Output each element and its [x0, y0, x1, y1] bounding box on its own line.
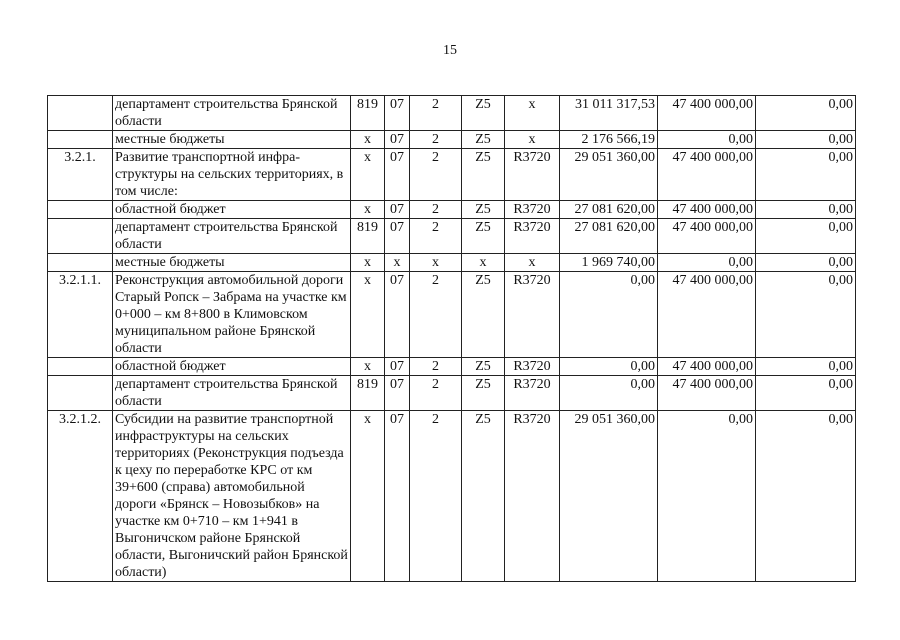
cell-section-code: x	[385, 254, 410, 272]
cell-item-number	[48, 96, 113, 131]
cell-amount-year-3: 0,00	[756, 201, 856, 219]
cell-section-code: 07	[385, 96, 410, 131]
table-row	[48, 96, 856, 131]
cell-amount-year-2: 47 400 000,00	[658, 376, 756, 411]
cell-amount-year-1: 27 081 620,00	[560, 219, 658, 254]
cell-description: Развитие транспортной инфра-структуры на сельских территориях, в том числе:	[113, 149, 351, 201]
cell-amount-year-3: 0,00	[756, 219, 856, 254]
cell-amount-year-3: 0,00	[756, 254, 856, 272]
cell-amount-year-2: 47 400 000,00	[658, 272, 756, 358]
cell-subsection-code: 2	[410, 272, 462, 358]
cell-program-code: Z5	[462, 96, 505, 131]
cell-amount-year-2: 47 400 000,00	[658, 358, 756, 376]
cell-amount-year-2: 47 400 000,00	[658, 96, 756, 131]
cell-direction-code: R3720	[505, 376, 560, 411]
cell-subsection-code: 2	[410, 358, 462, 376]
table-row	[48, 376, 856, 411]
cell-direction-code: R3720	[505, 149, 560, 201]
cell-program-code: Z5	[462, 358, 505, 376]
cell-subsection-code: 2	[410, 149, 462, 201]
table-row	[48, 254, 856, 272]
cell-description: департамент строительства Брянской области	[113, 96, 351, 131]
cell-direction-code: x	[505, 131, 560, 149]
cell-program-code: Z5	[462, 272, 505, 358]
cell-direction-code: R3720	[505, 411, 560, 582]
cell-amount-year-1: 0,00	[560, 272, 658, 358]
cell-grbs-code: 819	[351, 376, 385, 411]
cell-direction-code: R3720	[505, 201, 560, 219]
table-row	[48, 149, 856, 201]
cell-subsection-code: 2	[410, 131, 462, 149]
cell-program-code: x	[462, 254, 505, 272]
cell-amount-year-2: 47 400 000,00	[658, 201, 756, 219]
cell-amount-year-2: 47 400 000,00	[658, 149, 756, 201]
cell-amount-year-2: 47 400 000,00	[658, 219, 756, 254]
cell-amount-year-3: 0,00	[756, 358, 856, 376]
cell-grbs-code: x	[351, 254, 385, 272]
cell-amount-year-2: 0,00	[658, 254, 756, 272]
cell-amount-year-3: 0,00	[756, 96, 856, 131]
table-row	[48, 131, 856, 149]
cell-direction-code: R3720	[505, 272, 560, 358]
table-row	[48, 219, 856, 254]
cell-grbs-code: 819	[351, 219, 385, 254]
table-row	[48, 201, 856, 219]
cell-amount-year-1: 29 051 360,00	[560, 149, 658, 201]
cell-subsection-code: 2	[410, 201, 462, 219]
cell-amount-year-1: 0,00	[560, 376, 658, 411]
cell-subsection-code: 2	[410, 411, 462, 582]
cell-amount-year-3: 0,00	[756, 376, 856, 411]
page-number: 15	[443, 43, 457, 58]
cell-subsection-code: x	[410, 254, 462, 272]
table-row	[48, 358, 856, 376]
cell-subsection-code: 2	[410, 219, 462, 254]
cell-amount-year-1: 27 081 620,00	[560, 201, 658, 219]
budget-table	[47, 95, 856, 582]
cell-amount-year-1: 2 176 566,19	[560, 131, 658, 149]
cell-subsection-code: 2	[410, 96, 462, 131]
cell-section-code: 07	[385, 272, 410, 358]
cell-description: департамент строительства Брянской области	[113, 219, 351, 254]
cell-program-code: Z5	[462, 376, 505, 411]
cell-section-code: 07	[385, 201, 410, 219]
cell-item-number: 3.2.1.2.	[48, 411, 113, 582]
cell-item-number	[48, 254, 113, 272]
cell-grbs-code: x	[351, 411, 385, 582]
cell-direction-code: x	[505, 254, 560, 272]
cell-program-code: Z5	[462, 131, 505, 149]
cell-amount-year-1: 29 051 360,00	[560, 411, 658, 582]
cell-description: областной бюджет	[113, 201, 351, 219]
cell-description: областной бюджет	[113, 358, 351, 376]
cell-description: департамент строительства Брянской области	[113, 376, 351, 411]
cell-grbs-code: x	[351, 149, 385, 201]
cell-section-code: 07	[385, 376, 410, 411]
cell-direction-code: x	[505, 96, 560, 131]
cell-item-number	[48, 376, 113, 411]
cell-section-code: 07	[385, 149, 410, 201]
cell-grbs-code: x	[351, 131, 385, 149]
cell-item-number: 3.2.1.1.	[48, 272, 113, 358]
cell-direction-code: R3720	[505, 219, 560, 254]
cell-description: Реконструкция автомобильной дороги Старый Ропск – Забрама на участке км 0+000 – км 8+800 в Климовском муниципальном районе Брянской области	[113, 272, 351, 358]
cell-item-number	[48, 201, 113, 219]
cell-amount-year-3: 0,00	[756, 411, 856, 582]
cell-item-number	[48, 219, 113, 254]
table-row	[48, 411, 856, 582]
cell-grbs-code: x	[351, 358, 385, 376]
cell-description: местные бюджеты	[113, 131, 351, 149]
cell-section-code: 07	[385, 411, 410, 582]
cell-grbs-code: 819	[351, 96, 385, 131]
cell-section-code: 07	[385, 358, 410, 376]
cell-item-number: 3.2.1.	[48, 149, 113, 201]
cell-subsection-code: 2	[410, 376, 462, 411]
cell-amount-year-1: 1 969 740,00	[560, 254, 658, 272]
cell-program-code: Z5	[462, 149, 505, 201]
cell-amount-year-3: 0,00	[756, 149, 856, 201]
cell-amount-year-2: 0,00	[658, 131, 756, 149]
cell-program-code: Z5	[462, 219, 505, 254]
cell-amount-year-2: 0,00	[658, 411, 756, 582]
cell-program-code: Z5	[462, 201, 505, 219]
cell-section-code: 07	[385, 131, 410, 149]
cell-program-code: Z5	[462, 411, 505, 582]
cell-amount-year-1: 31 011 317,53	[560, 96, 658, 131]
cell-section-code: 07	[385, 219, 410, 254]
table-body	[48, 96, 856, 582]
cell-item-number	[48, 358, 113, 376]
cell-amount-year-3: 0,00	[756, 272, 856, 358]
cell-grbs-code: x	[351, 201, 385, 219]
cell-amount-year-1: 0,00	[560, 358, 658, 376]
cell-grbs-code: x	[351, 272, 385, 358]
cell-item-number	[48, 131, 113, 149]
table-row	[48, 272, 856, 358]
cell-description: местные бюджеты	[113, 254, 351, 272]
cell-amount-year-3: 0,00	[756, 131, 856, 149]
cell-description: Субсидии на развитие транспортной инфраструктуры на сельских территориях (Реконструкция подъезда к цеху по переработке КРС от км 39+600 (справа) автомобильной дороги «Брянск – Новозыбков» на участке км 0+710 – км 1+941 в Выгоничском районе Брянской области, Выгоничский район Брянской области)	[113, 411, 351, 582]
cell-direction-code: R3720	[505, 358, 560, 376]
